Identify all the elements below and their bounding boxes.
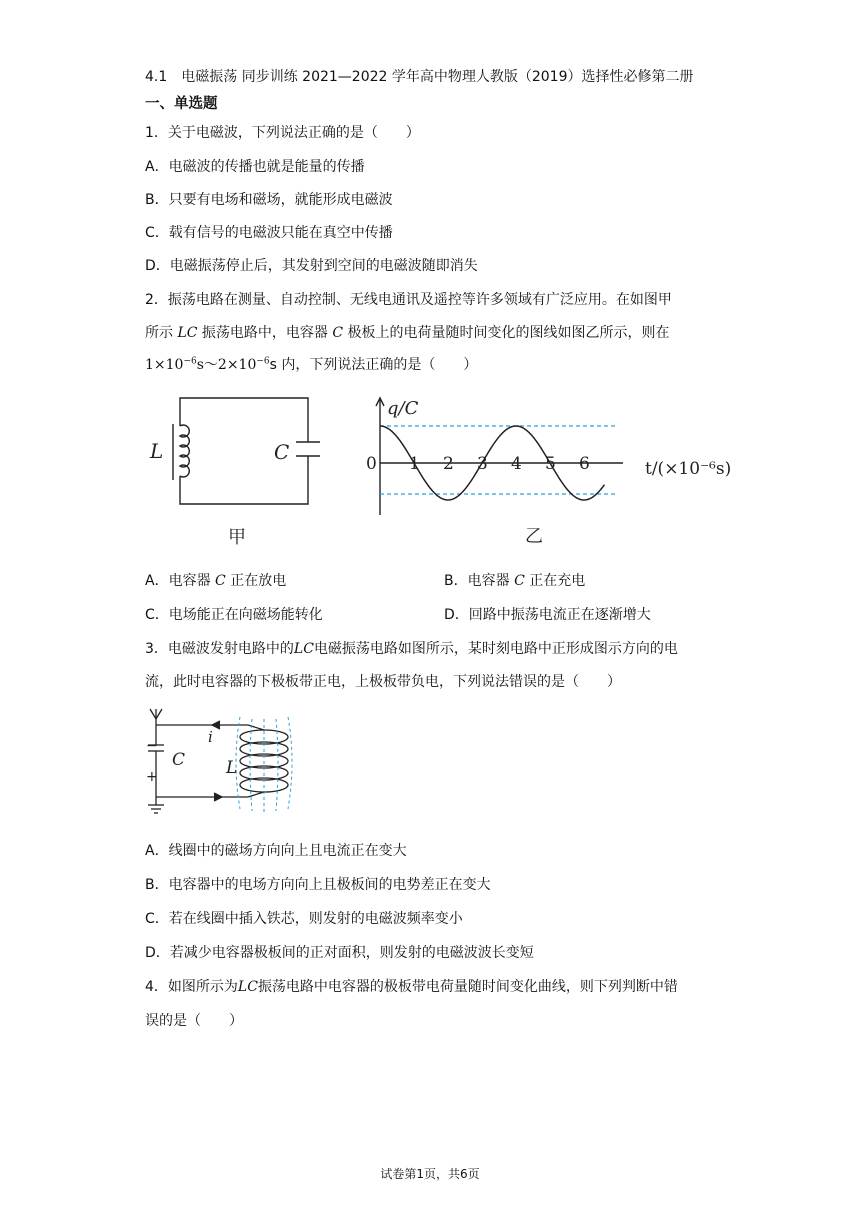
- q4-lc-symbol: LC: [237, 979, 258, 995]
- figure-yi-label: 乙: [525, 526, 543, 547]
- x-tick-label: 2: [443, 454, 454, 474]
- q2-figure-lc-circuit: [140, 388, 330, 558]
- circuit-c-label: C: [274, 440, 290, 464]
- q2-option-a-symbol: C: [215, 573, 226, 589]
- figure-jia-label: 甲: [228, 527, 246, 548]
- q3-option-c: C．若在线圈中插入铁芯，则发射的电磁波频率变小: [145, 911, 463, 927]
- q3-stem-line2: 流，此时电容器的下极板带正电，上极板带负电，下列说法错误的是（ ）: [145, 674, 621, 690]
- q2-option-c: C．电场能正在向磁场能转化: [145, 607, 323, 623]
- fig-c-label: C: [172, 750, 186, 770]
- q2-stem-line2: [145, 322, 670, 342]
- q2-time-end: s～2×10: [196, 357, 257, 373]
- x-tick-label: 0: [366, 454, 377, 474]
- q3-stem-text: 3．电磁波发射电路中的: [145, 641, 294, 657]
- x-tick-label: 1: [409, 454, 420, 474]
- page-footer: 试卷第1页，共6页: [380, 1167, 480, 1181]
- q1-option-d: D．电磁振荡停止后，其发射到空间的电磁波随即消失: [145, 258, 478, 274]
- q2-option-a-text: 正在放电: [225, 573, 287, 589]
- x-tick-label: 6: [579, 454, 590, 474]
- q2-option-b-symbol: C: [514, 573, 525, 589]
- q2-figure-qt-graph: [355, 390, 735, 550]
- q2-option-b: [444, 570, 585, 590]
- q4-stem-text: 4．如图所示为: [145, 979, 238, 995]
- q2-exponent: −6: [256, 356, 270, 367]
- q3-lc-symbol: LC: [293, 641, 314, 657]
- q4-stem-line2: 误的是（ ）: [145, 1013, 243, 1029]
- q2-stem-text: 所示: [145, 325, 178, 341]
- x-tick-label: 3: [477, 454, 488, 474]
- fig-l-label: L: [226, 758, 238, 778]
- q3-option-a: A．线圈中的磁场方向向上且电流正在变大: [145, 843, 407, 859]
- q2-exponent: −6: [183, 356, 197, 367]
- q2-option-d: D．回路中振荡电流正在逐渐增大: [444, 607, 651, 623]
- q2-option-b-text: 正在充电: [524, 573, 586, 589]
- q3-figure-antenna-circuit: [140, 703, 310, 825]
- q2-stem-line1: 2．振荡电路在测量、自动控制、无线电通讯及遥控等许多领域有广泛应用。在如图甲: [145, 292, 672, 308]
- q2-c-symbol: C: [332, 325, 344, 341]
- q2-stem-line3: [145, 354, 477, 374]
- q2-stem-text: s 内，下列说法正确的是（ ）: [269, 357, 478, 373]
- q4-stem-line1: [145, 976, 678, 996]
- graph-x-label: t/(×10⁻⁶s): [645, 459, 732, 479]
- fig-i-label: i: [208, 728, 213, 746]
- q3-stem-text: 电磁振荡电路如图所示，某时刻电路中正形成图示方向的电: [313, 641, 678, 657]
- q2-option-b-text: B．电容器: [444, 573, 515, 589]
- q4-stem-text: 振荡电路中电容器的极板带电荷量随时间变化曲线，则下列判断中错: [257, 979, 678, 995]
- q1-option-b: B．只要有电场和磁场，就能形成电磁波: [145, 192, 393, 208]
- graph-y-label: q/C: [387, 398, 419, 419]
- q3-option-d: D．若减少电容器极板间的正对面积，则发射的电磁波波长变短: [145, 945, 534, 961]
- q2-stem-text: 振荡电路中，电容器: [197, 325, 333, 341]
- page-title: 4.1 电磁振荡 同步训练 2021—2022 学年高中物理人教版（2019）选择性必修第二册: [145, 69, 694, 85]
- section-heading: 一、单选题: [145, 96, 218, 112]
- x-tick-label: 5: [545, 454, 556, 474]
- q2-stem-text: 极板上的电荷量随时间变化的图线如图乙所示，则在: [343, 325, 670, 341]
- q2-time-start: 1×10: [145, 357, 184, 373]
- q1-stem: 1．关于电磁波，下列说法正确的是（ ）: [145, 125, 420, 141]
- x-tick-label: 4: [511, 454, 522, 474]
- q2-option-a: [145, 570, 286, 590]
- circuit-l-label: L: [150, 439, 164, 463]
- q1-option-a: A．电磁波的传播也就是能量的传播: [145, 159, 365, 175]
- q1-option-c: C．载有信号的电磁波只能在真空中传播: [145, 225, 393, 241]
- q2-lc-symbol: LC: [177, 325, 198, 341]
- q3-stem-line1: [145, 638, 678, 658]
- q2-option-a-text: A．电容器: [145, 573, 216, 589]
- plus-sign: +: [146, 769, 158, 785]
- minus-sign: −: [146, 738, 158, 754]
- q3-option-b: B．电容器中的电场方向向上且极板间的电势差正在变大: [145, 877, 491, 893]
